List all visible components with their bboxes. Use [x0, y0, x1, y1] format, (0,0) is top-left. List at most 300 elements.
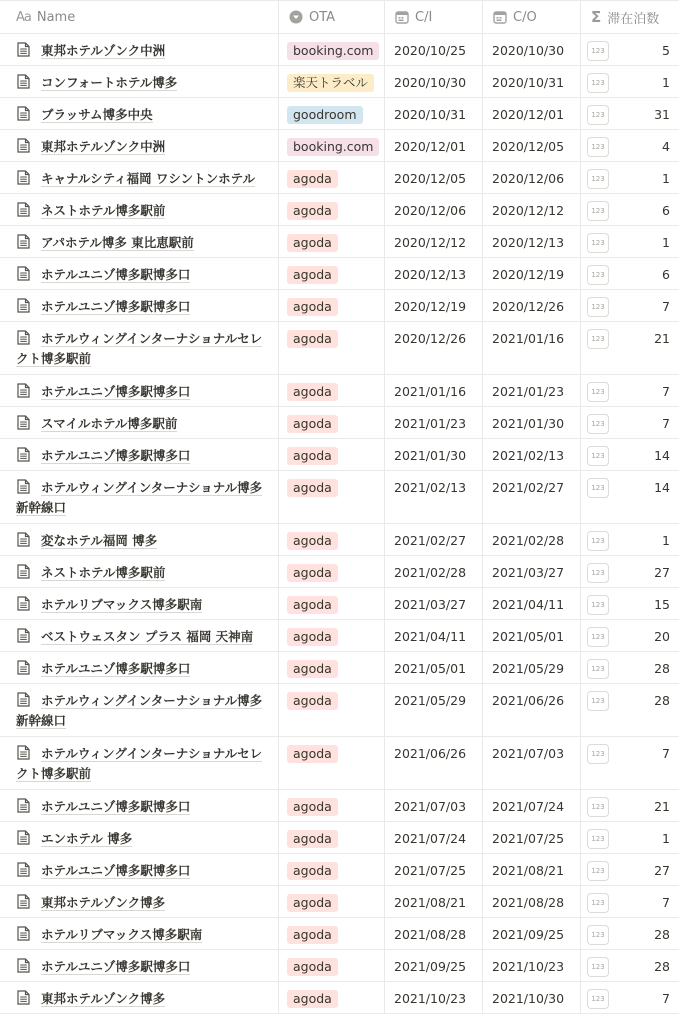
nights-cell[interactable] [581, 98, 679, 129]
document-icon [17, 564, 30, 579]
table-row[interactable] [0, 66, 679, 98]
ota-cell[interactable] [279, 34, 385, 65]
ota-cell[interactable] [279, 322, 385, 374]
number-property-icon: 123 [587, 201, 609, 221]
ota-cell[interactable] [279, 258, 385, 289]
checkin-date: 2020/12/19 [394, 299, 467, 314]
ota-tag: agoda [287, 894, 338, 912]
checkin-cell[interactable] [385, 407, 483, 438]
checkout-date: 2021/05/29 [492, 661, 565, 676]
nights-value: 28 [654, 693, 670, 708]
checkin-cell[interactable] [385, 918, 483, 949]
nights-cell[interactable] [581, 918, 679, 949]
name-cell[interactable] [0, 822, 279, 853]
nights-cell[interactable] [581, 556, 679, 587]
checkout-date: 2021/07/24 [492, 799, 565, 814]
ota-cell[interactable] [279, 375, 385, 406]
document-icon [17, 298, 30, 313]
document-icon [17, 862, 30, 877]
name-cell[interactable] [0, 652, 279, 683]
ota-cell[interactable] [279, 98, 385, 129]
checkout-cell[interactable] [483, 290, 581, 321]
document-icon [17, 660, 30, 675]
nights-cell[interactable] [581, 194, 679, 225]
nights-cell[interactable] [581, 854, 679, 885]
number-property-icon: 123 [587, 478, 609, 498]
ota-cell[interactable] [279, 588, 385, 619]
checkin-cell[interactable] [385, 375, 483, 406]
name-cell[interactable] [0, 375, 279, 406]
checkout-cell[interactable] [483, 684, 581, 736]
ota-cell[interactable] [279, 918, 385, 949]
checkout-cell[interactable] [483, 620, 581, 651]
name-cell[interactable] [0, 886, 279, 917]
checkout-cell[interactable] [483, 322, 581, 374]
nights-value: 1 [662, 75, 670, 90]
nights-cell[interactable] [581, 258, 679, 289]
hotel-name[interactable]: ホテルリブマックス博多駅南 [41, 927, 203, 942]
ota-cell[interactable] [279, 524, 385, 555]
name-cell[interactable] [0, 854, 279, 885]
document-icon [17, 596, 30, 611]
ota-cell[interactable] [279, 950, 385, 981]
ota-cell[interactable] [279, 737, 385, 789]
checkin-cell[interactable] [385, 66, 483, 97]
hotel-name[interactable]: ホテルユニゾ博多駅博多口 [41, 799, 191, 814]
hotel-name[interactable]: 変なホテル福岡 博多 [41, 533, 158, 548]
ota-cell[interactable] [279, 886, 385, 917]
table-row[interactable] [0, 982, 679, 1014]
checkin-date: 2021/02/13 [394, 480, 467, 495]
nights-value: 31 [654, 107, 670, 122]
hotel-name[interactable]: ホテルユニゾ博多駅博多口 [41, 448, 191, 463]
checkout-cell[interactable] [483, 822, 581, 853]
hotel-name[interactable]: ホテルウィングインターナショナルセレクト博多駅前 [16, 331, 263, 366]
table-row[interactable] [0, 556, 679, 588]
table-row[interactable] [0, 950, 679, 982]
nights-cell[interactable] [581, 620, 679, 651]
nights-cell[interactable] [581, 439, 679, 470]
table-header [0, 0, 679, 34]
name-cell[interactable] [0, 556, 279, 587]
checkout-cell[interactable] [483, 918, 581, 949]
name-cell[interactable] [0, 737, 279, 789]
ota-cell[interactable] [279, 66, 385, 97]
table-row[interactable] [0, 737, 679, 790]
checkin-date: 2021/03/27 [394, 597, 467, 612]
ota-tag: agoda [287, 447, 338, 465]
ota-cell[interactable] [279, 684, 385, 736]
checkout-date: 2020/10/31 [492, 75, 565, 90]
ota-tag: agoda [287, 564, 338, 582]
ota-tag: agoda [287, 830, 338, 848]
checkout-date: 2020/12/06 [492, 171, 565, 186]
checkout-cell[interactable] [483, 130, 581, 161]
ota-tag: agoda [287, 170, 338, 188]
ota-tag: agoda [287, 234, 338, 252]
ota-cell[interactable] [279, 790, 385, 821]
checkin-date: 2020/12/05 [394, 171, 467, 186]
number-property-icon: 123 [587, 105, 609, 125]
document-icon [17, 990, 30, 1005]
document-icon [17, 532, 30, 547]
ota-cell[interactable] [279, 194, 385, 225]
number-property-icon: 123 [587, 563, 609, 583]
table-row[interactable] [0, 471, 679, 524]
table-row[interactable] [0, 34, 679, 66]
number-property-icon: 123 [587, 446, 609, 466]
nights-cell[interactable] [581, 886, 679, 917]
hotel-name[interactable]: ネストホテル博多駅前 [41, 203, 166, 218]
nights-value: 28 [654, 959, 670, 974]
document-icon [17, 74, 30, 89]
checkin-cell[interactable] [385, 854, 483, 885]
nights-value: 7 [662, 991, 670, 1006]
name-cell[interactable] [0, 34, 279, 65]
checkin-cell[interactable] [385, 290, 483, 321]
ota-cell[interactable] [279, 439, 385, 470]
checkin-cell[interactable] [385, 982, 483, 1013]
hotel-name[interactable]: ホテルユニゾ博多駅博多口 [41, 959, 191, 974]
nights-cell[interactable] [581, 375, 679, 406]
hotel-name[interactable]: キャナルシティ福岡 ワシントンホテル [41, 171, 255, 186]
table-row[interactable] [0, 226, 679, 258]
checkout-date: 2021/09/25 [492, 927, 565, 942]
hotel-name[interactable]: スマイルホテル博多駅前 [41, 416, 178, 431]
hotel-name[interactable]: ホテルウィングインターナショナルセレクト博多駅前 [16, 746, 263, 781]
checkout-cell[interactable] [483, 556, 581, 587]
number-property-icon: 123 [587, 382, 609, 402]
checkout-cell[interactable] [483, 982, 581, 1013]
name-cell[interactable] [0, 588, 279, 619]
nights-cell[interactable] [581, 322, 679, 374]
name-cell[interactable] [0, 407, 279, 438]
name-cell[interactable] [0, 258, 279, 289]
checkout-cell[interactable] [483, 854, 581, 885]
name-cell[interactable] [0, 471, 279, 523]
number-property-icon: 123 [587, 691, 609, 711]
checkin-cell[interactable] [385, 226, 483, 257]
checkout-cell[interactable] [483, 471, 581, 523]
checkout-cell[interactable] [483, 258, 581, 289]
checkout-date: 2021/02/28 [492, 533, 565, 548]
ota-tag: booking.com [287, 138, 379, 156]
hotel-name[interactable]: ネストホテル博多駅前 [41, 565, 166, 580]
hotel-name[interactable]: ブラッサム博多中央 [41, 107, 153, 122]
ota-tag: agoda [287, 532, 338, 550]
checkin-cell[interactable] [385, 98, 483, 129]
nights-cell[interactable] [581, 130, 679, 161]
nights-value: 15 [654, 597, 670, 612]
nights-cell[interactable] [581, 822, 679, 853]
ota-cell[interactable] [279, 854, 385, 885]
table-row[interactable] [0, 290, 679, 322]
ota-cell[interactable] [279, 407, 385, 438]
checkout-date: 2020/12/05 [492, 139, 565, 154]
column-header-ci[interactable] [385, 1, 483, 33]
checkin-cell[interactable] [385, 162, 483, 193]
column-header-nights[interactable] [581, 1, 679, 33]
ota-cell[interactable] [279, 556, 385, 587]
ota-tag: agoda [287, 745, 338, 763]
checkout-cell[interactable] [483, 34, 581, 65]
nights-value: 6 [662, 267, 670, 282]
ota-cell[interactable] [279, 822, 385, 853]
table-row[interactable] [0, 790, 679, 822]
table-row[interactable] [0, 439, 679, 471]
hotel-name[interactable]: アパホテル博多 東比恵駅前 [41, 235, 194, 250]
hotel-name[interactable]: 東邦ホテルゾンク博多 [41, 991, 166, 1006]
nights-cell[interactable] [581, 407, 679, 438]
nights-value: 1 [662, 533, 670, 548]
document-icon [17, 234, 30, 249]
hotel-name[interactable]: ホテルユニゾ博多駅博多口 [41, 267, 191, 282]
checkout-cell[interactable] [483, 407, 581, 438]
checkin-date: 2021/01/16 [394, 384, 467, 399]
checkout-date: 2021/08/28 [492, 895, 565, 910]
checkout-cell[interactable] [483, 194, 581, 225]
column-header-co[interactable] [483, 1, 581, 33]
number-property-icon: 123 [587, 925, 609, 945]
checkin-date: 2020/12/12 [394, 235, 467, 250]
name-cell[interactable] [0, 322, 279, 374]
checkout-cell[interactable] [483, 375, 581, 406]
ota-cell[interactable] [279, 162, 385, 193]
checkout-cell[interactable] [483, 226, 581, 257]
number-property-icon: 123 [587, 829, 609, 849]
checkout-date: 2021/08/21 [492, 863, 565, 878]
hotel-name[interactable]: ホテルウィングインターナショナル博多新幹線口 [16, 480, 263, 515]
checkin-date: 2021/07/25 [394, 863, 467, 878]
ota-cell[interactable] [279, 652, 385, 683]
table-row[interactable] [0, 652, 679, 684]
nights-cell[interactable] [581, 652, 679, 683]
hotel-name[interactable]: ホテルリブマックス博多駅南 [41, 597, 203, 612]
nights-value: 7 [662, 384, 670, 399]
table-row[interactable] [0, 375, 679, 407]
nights-cell[interactable] [581, 982, 679, 1013]
table-row[interactable] [0, 322, 679, 375]
number-property-icon: 123 [587, 297, 609, 317]
ota-cell[interactable] [279, 471, 385, 523]
checkin-date: 2020/10/31 [394, 107, 467, 122]
hotel-name[interactable]: ホテルユニゾ博多駅博多口 [41, 863, 191, 878]
checkin-cell[interactable] [385, 620, 483, 651]
name-cell[interactable] [0, 439, 279, 470]
table-row[interactable] [0, 98, 679, 130]
number-property-icon: 123 [587, 893, 609, 913]
checkin-date: 2021/05/01 [394, 661, 467, 676]
nights-cell[interactable] [581, 790, 679, 821]
nights-value: 20 [654, 629, 670, 644]
hotel-name[interactable]: コンフォートホテル博多 [41, 75, 178, 90]
checkin-cell[interactable] [385, 194, 483, 225]
nights-cell[interactable] [581, 226, 679, 257]
checkout-cell[interactable] [483, 737, 581, 789]
checkin-cell[interactable] [385, 439, 483, 470]
ota-tag: agoda [287, 383, 338, 401]
name-cell[interactable] [0, 620, 279, 651]
name-cell[interactable] [0, 66, 279, 97]
ota-cell[interactable] [279, 226, 385, 257]
table-row[interactable] [0, 854, 679, 886]
name-cell[interactable] [0, 162, 279, 193]
name-cell[interactable] [0, 194, 279, 225]
ota-tag: agoda [287, 596, 338, 614]
hotel-name[interactable]: エンホテル 博多 [41, 831, 133, 846]
number-property-icon: 123 [587, 233, 609, 253]
checkout-cell[interactable] [483, 162, 581, 193]
checkout-date: 2020/12/26 [492, 299, 565, 314]
hotel-name[interactable]: 東邦ホテルゾンク博多 [41, 895, 166, 910]
nights-value: 5 [662, 43, 670, 58]
name-cell[interactable] [0, 226, 279, 257]
nights-cell[interactable] [581, 588, 679, 619]
checkout-cell[interactable] [483, 98, 581, 129]
document-icon [17, 926, 30, 941]
checkin-date: 2021/07/03 [394, 799, 467, 814]
name-cell[interactable] [0, 524, 279, 555]
select-property-icon [289, 10, 303, 24]
name-cell[interactable] [0, 790, 279, 821]
ota-cell[interactable] [279, 620, 385, 651]
checkin-cell[interactable] [385, 737, 483, 789]
hotel-name[interactable]: 東邦ホテルゾンク中洲 [41, 139, 166, 154]
checkin-cell[interactable] [385, 34, 483, 65]
ota-tag: 楽天トラベル [287, 74, 374, 92]
nights-value: 7 [662, 895, 670, 910]
nights-cell[interactable] [581, 66, 679, 97]
nights-value: 4 [662, 139, 670, 154]
table-row[interactable] [0, 822, 679, 854]
nights-value: 7 [662, 746, 670, 761]
checkin-date: 2021/08/21 [394, 895, 467, 910]
calendar-icon [493, 10, 507, 24]
hotel-name[interactable]: ホテルユニゾ博多駅博多口 [41, 299, 191, 314]
ota-cell[interactable] [279, 130, 385, 161]
checkout-date: 2021/10/23 [492, 959, 565, 974]
name-cell[interactable] [0, 950, 279, 981]
checkout-cell[interactable] [483, 652, 581, 683]
document-icon [17, 106, 30, 121]
checkin-date: 2021/07/24 [394, 831, 467, 846]
checkout-date: 2021/03/27 [492, 565, 565, 580]
checkout-cell[interactable] [483, 524, 581, 555]
table-row[interactable] [0, 886, 679, 918]
nights-cell[interactable] [581, 162, 679, 193]
checkout-cell[interactable] [483, 950, 581, 981]
checkin-cell[interactable] [385, 684, 483, 736]
nights-cell[interactable] [581, 290, 679, 321]
nights-cell[interactable] [581, 684, 679, 736]
document-icon [17, 798, 30, 813]
checkin-cell[interactable] [385, 556, 483, 587]
hotel-name[interactable]: ホテルウィングインターナショナル博多新幹線口 [16, 693, 263, 728]
checkout-cell[interactable] [483, 439, 581, 470]
table-row[interactable] [0, 194, 679, 226]
checkin-cell[interactable] [385, 822, 483, 853]
checkout-date: 2021/01/30 [492, 416, 565, 431]
checkin-cell[interactable] [385, 588, 483, 619]
nights-value: 1 [662, 235, 670, 250]
table-row[interactable] [0, 684, 679, 737]
column-header-label: 滞在泊数 [607, 11, 660, 27]
table-row[interactable] [0, 130, 679, 162]
checkout-date: 2020/12/13 [492, 235, 565, 250]
nights-cell[interactable] [581, 34, 679, 65]
name-cell[interactable] [0, 684, 279, 736]
nights-value: 7 [662, 299, 670, 314]
table-row[interactable] [0, 162, 679, 194]
nights-cell[interactable] [581, 524, 679, 555]
checkin-cell[interactable] [385, 322, 483, 374]
checkout-cell[interactable] [483, 886, 581, 917]
ota-cell[interactable] [279, 982, 385, 1013]
checkin-cell[interactable] [385, 471, 483, 523]
checkin-cell[interactable] [385, 950, 483, 981]
number-property-icon: 123 [587, 531, 609, 551]
ota-tag: agoda [287, 479, 338, 497]
checkout-cell[interactable] [483, 790, 581, 821]
table-row[interactable] [0, 407, 679, 439]
table-row[interactable] [0, 620, 679, 652]
checkin-cell[interactable] [385, 258, 483, 289]
table-row[interactable] [0, 918, 679, 950]
nights-cell[interactable] [581, 737, 679, 789]
checkin-date: 2020/12/26 [394, 331, 467, 346]
checkin-cell[interactable] [385, 886, 483, 917]
ota-tag: agoda [287, 990, 338, 1008]
checkin-cell[interactable] [385, 524, 483, 555]
checkout-date: 2020/12/01 [492, 107, 565, 122]
table-row[interactable] [0, 258, 679, 290]
column-header-ota[interactable] [279, 1, 385, 33]
hotel-name[interactable]: ホテルユニゾ博多駅博多口 [41, 661, 191, 676]
ota-tag: agoda [287, 298, 338, 316]
name-cell[interactable] [0, 130, 279, 161]
document-icon [17, 330, 30, 345]
checkout-cell[interactable] [483, 66, 581, 97]
checkin-date: 2021/01/30 [394, 448, 467, 463]
checkin-date: 2021/04/11 [394, 629, 467, 644]
checkin-cell[interactable] [385, 652, 483, 683]
nights-value: 28 [654, 927, 670, 942]
checkout-cell[interactable] [483, 588, 581, 619]
ota-cell[interactable] [279, 290, 385, 321]
column-header-name[interactable] [0, 1, 279, 33]
number-property-icon: 123 [587, 169, 609, 189]
table-row[interactable] [0, 524, 679, 556]
column-header-label: C/I [415, 9, 433, 25]
checkin-cell[interactable] [385, 790, 483, 821]
name-cell[interactable] [0, 982, 279, 1013]
name-cell[interactable] [0, 290, 279, 321]
name-cell[interactable] [0, 918, 279, 949]
number-property-icon: 123 [587, 595, 609, 615]
name-cell[interactable] [0, 98, 279, 129]
hotel-name[interactable]: ベストウェスタン プラス 福岡 天神南 [41, 629, 254, 644]
hotel-name[interactable]: 東邦ホテルゾンク中洲 [41, 43, 166, 58]
table-row[interactable] [0, 588, 679, 620]
checkin-cell[interactable] [385, 130, 483, 161]
checkout-date: 2020/10/30 [492, 43, 565, 58]
hotel-name[interactable]: ホテルユニゾ博多駅博多口 [41, 384, 191, 399]
nights-value: 14 [654, 448, 670, 463]
checkout-date: 2021/07/25 [492, 831, 565, 846]
nights-cell[interactable] [581, 471, 679, 523]
nights-value: 1 [662, 831, 670, 846]
nights-cell[interactable] [581, 950, 679, 981]
